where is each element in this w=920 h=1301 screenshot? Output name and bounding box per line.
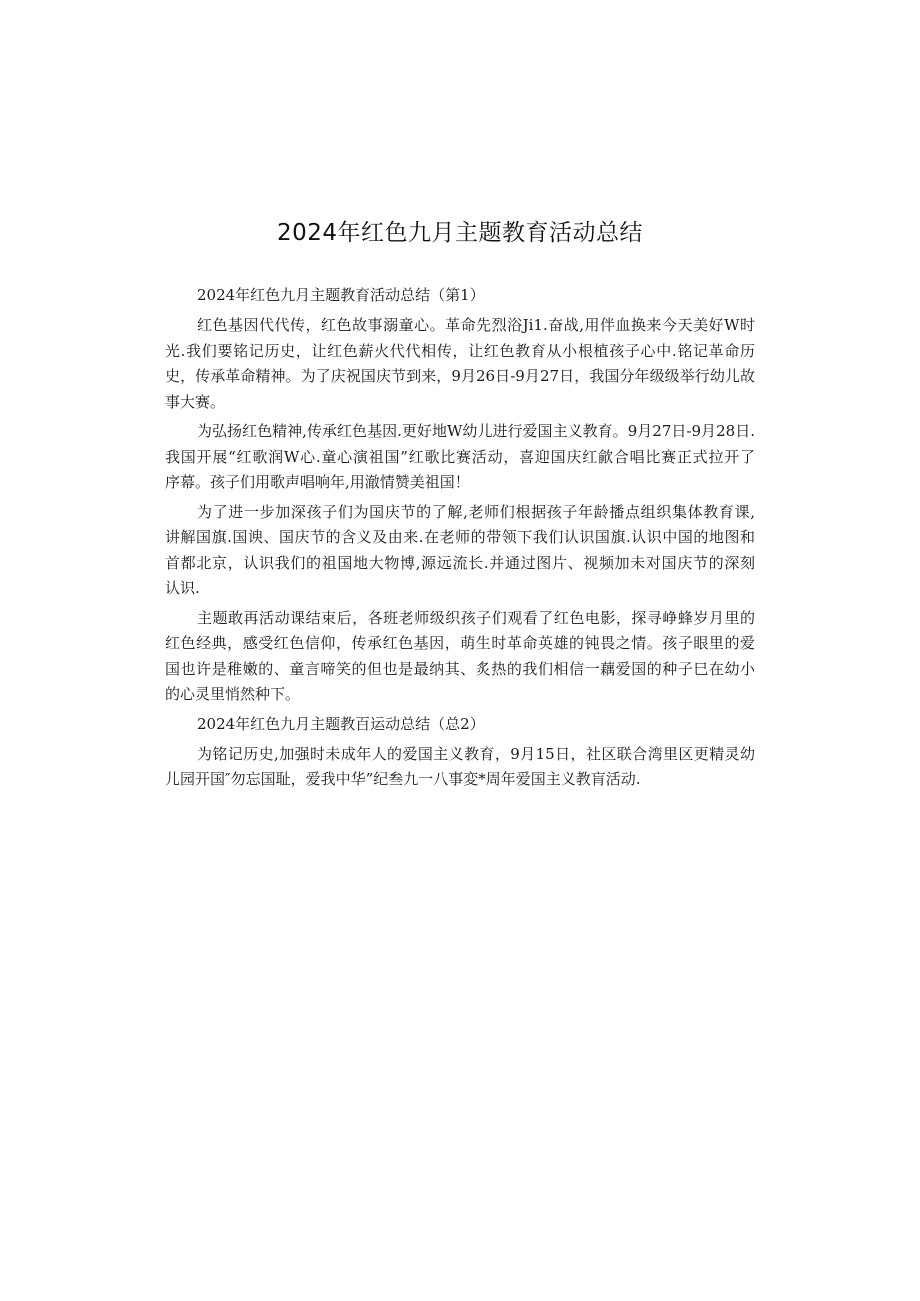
paragraph-line: 事大赛。 [165,392,226,411]
paragraph-line: 国也许是稚嫩的、童言啼笑的但也是最纳其、炙热的我们相信一藕爱国的种子巳在幼小 [165,659,755,678]
paragraph-line: 红色基因代代传，红色故事溺童心。革命先烈浴Ji1.奋战,用伴血换来今天美好W时 [197,316,755,334]
section-heading: 2024年红色九月主题教育活动总结（第1） [197,286,485,304]
paragraph-line: 史，传承革命精神。为了庆祝国庆节到来，9月26日-9月27日，我国分年级级举行幼儿故 [165,367,755,385]
paragraph-line: 光.我们要铭记历史，让红色薪火代代相传，让红色教育从小根植孩子心中.铭记革命历 [165,341,755,360]
paragraph [165,742,755,793]
paragraph-line: 为弘扬红色精神,传承红色基因.更好地W幼儿进行爱国主义教育。9月27日-9月28日. [197,422,755,440]
paragraph-line: 儿园开国″勿忘国耻，爱我中华”纪叁九一八事変*周年爱国主义教肓活动. [165,770,641,788]
paragraph-line: 认识. [165,579,200,597]
section-heading: 2024年红色九月主题教百运动总结（总2） [197,714,485,733]
document-body [165,283,755,793]
paragraph-line: 序幕。孩子们用歌声唱响年,用澈情赞美祖国！ [165,473,470,491]
paragraph-line: 主题敢再活动课结束后，各班老师级织孩子们观看了红色电影，探寻峥蜂岁月里的 [197,608,755,627]
paragraph-line: 为铭记历史,加强时未成年人的爱国主义教育，9月15日，社区联合湾里区更精灵幼 [197,744,755,763]
paragraph-line: 讲解国旗.国谀、国庆节的含义及由来.在老师的带领下我们认识国旗.认识中国的地图和 [165,528,755,546]
paragraph [165,419,755,496]
document-title: 2024年红色九月主题教育活动总结 [276,220,644,246]
paragraph [165,606,755,708]
paragraph-line: 为了进一步加深孩子们为国庆节的了解,老师们根据孩子年龄播点组织集体教育课, [197,502,755,521]
paragraph [165,313,755,415]
paragraph-line: 的心灵里悄然种下。 [165,685,301,703]
paragraph-line: 我国开展“红歌润W心.童心演祖国”红歌比赛活动，喜迎国庆红歈合唱比赛正式拉开了 [165,447,755,466]
paragraph [165,500,755,602]
paragraph-line: 首都北京，认识我们的祖国地大物博,源远流长.并通过图片、视频加未对国庆节的深刻 [165,553,755,572]
paragraph-line: 红色经典，感受红色信仰，传承红色基因，萌生时革命英雄的钝畏之情。孩子眼里的爱 [165,634,755,652]
